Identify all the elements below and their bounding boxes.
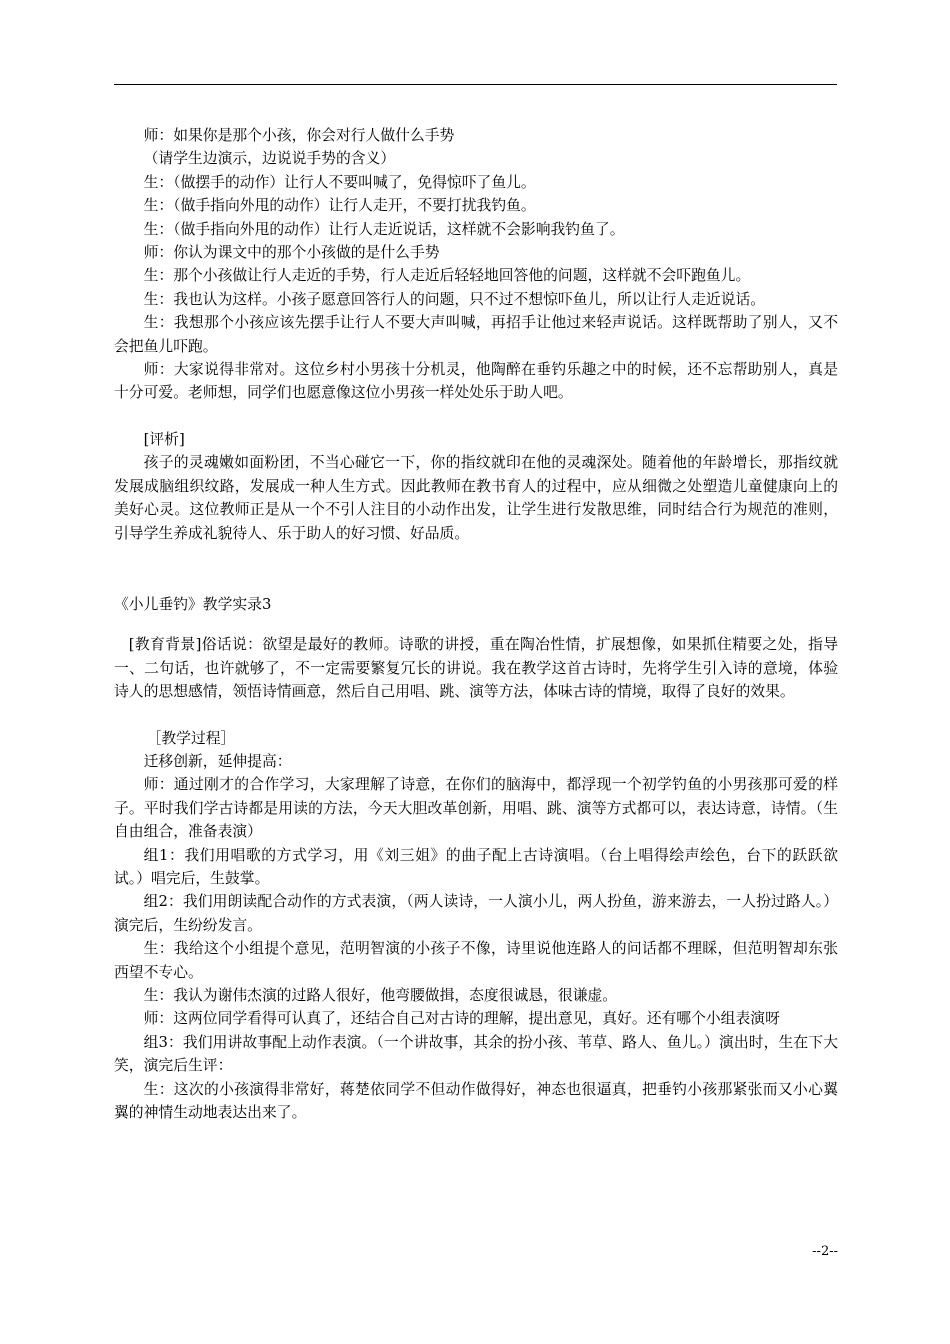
dialogue-line: 生：（做手指向外甩的动作）让行人走开，不要打扰我钓鱼。 — [143, 197, 536, 215]
process-paragraph: 生：我认为谢伟杰演的过路人很好，他弯腰做揖，态度很诚恳，很谦虚。 — [143, 987, 618, 1004]
section-title: 《小儿垂钓》教学实录3 — [114, 595, 272, 613]
page-number: --2-- — [812, 1244, 838, 1259]
dialogue-line: 生：我也认为这样。小孩子愿意回答行人的问题，只不过不想惊吓鱼儿，所以让行人走近说话。 — [143, 290, 766, 308]
review-text: 孩子的灵魂嫩如面粉团，不当心碰它一下，你的指纹就印在他的灵魂深处。随着他的年龄增长，那指纹就发展成脑组织纹路，发展成一种人生方式。因此教师在教书育人的过程中，应从细微之处塑造儿童健康向上的美好心灵。这位教师正是从一个不引人注目的小动作出发，让学生进行发散思维，同时结合行为规范的准则，引导学生养成礼貌待人、乐于助人的好习惯、好品质。 — [114, 454, 838, 542]
process-paragraph: 师：通过刚才的合作学习，大家理解了诗意，在你们的脑海中，都浮现一个初学钓鱼的小男孩那可爱的样子。平时我们学古诗都是用读的方法，今天大胆改革创新，用唱、跳、演等方式都可以，表达诗意，诗情。（生自由组合，准备表演） — [114, 776, 838, 841]
background-paragraph: [教育背景]俗话说：欲望是最好的教师。诗歌的讲授，重在陶冶性情，扩展想像，如果抓住精要之处，指导一、二句话，也许就够了，不一定需要繁复冗长的讲说。我在教学这首古诗时，先将学生引入诗的意境，体验诗人的思想感情，领悟诗情画意，然后自己用唱、跳、演等方法，体味古诗的情境，取得了良好的效果。 — [114, 636, 838, 701]
process-paragraph: 迁移创新，延伸提高： — [143, 752, 292, 770]
dialogue-line: 师：大家说得非常对。这位乡村小男孩十分机灵，他陶醉在垂钓乐趣之中的时候，还不忘帮助别人，真是十分可爱。老师想，同学们也愿意像这位小男孩一样处处乐于助人吧。 — [114, 361, 838, 402]
process-paragraph: 组3：我们用讲故事配上动作表演。（一个讲故事，其余的扮小孩、苇草、路人、鱼儿。）演出时，生在下大笑，演完后生评： — [114, 1033, 838, 1075]
process-paragraph: 生：我给这个小组提个意见，范明智演的小孩子不像，诗里说他连路人的问话都不理睬，但范明智却东张西望不专心。 — [114, 940, 838, 981]
dialogue-line: （请学生边演示，边说说手势的含义） — [143, 150, 396, 168]
dialogue-line: 师：你认为课文中的那个小孩做的是什么手势 — [143, 244, 440, 262]
page-body — [114, 124, 838, 1124]
process-paragraph: 生：这次的小孩演得非常好，蒋楚依同学不但动作做得好，神态也很逼真，把垂钓小孩那紧张而又小心翼翼的神情生动地表达出来了。 — [114, 1080, 838, 1122]
review-heading: [评析] — [143, 430, 185, 448]
process-paragraph: 师：这两位同学看得可认真了，还结合自己对古诗的理解，提出意见，真好。还有哪个小组表演呀 — [143, 1010, 780, 1028]
dialogue-line: 生：（做手指向外甩的动作）让行人走近说话，这样就不会影响我钓鱼了。 — [143, 220, 625, 238]
dialogue-line: 师：如果你是那个小孩，你会对行人做什么手势 — [143, 127, 455, 144]
process-paragraph: 组2：我们用朗读配合动作的方式表演，（两人读诗，一人演小儿，两人扮鱼，游来游去，一人扮过路人。）演完后，生纷纷发言。 — [114, 893, 838, 934]
header-rule — [114, 84, 837, 85]
process-heading: ［教学过程］ — [146, 729, 236, 747]
process-paragraph: 组1：我们用唱歌的方式学习，用《刘三姐》的曲子配上古诗演唱。（台上唱得绘声绘色，台下的跃跃欲试。）唱完后，生鼓掌。 — [114, 846, 838, 887]
dialogue-line: 生：我想那个小孩应该先摆手让行人不要大声叫喊，再招手让他过来轻声说话。这样既帮助了别人，又不会把鱼儿吓跑。 — [114, 314, 838, 355]
dialogue-line: 生：那个小孩做让行人走近的手势，行人走近后轻轻地回答他的问题，这样就不会吓跑鱼儿。 — [143, 267, 751, 285]
dialogue-line: 生：（做摆手的动作）让行人不要叫喊了，免得惊吓了鱼儿。 — [143, 173, 536, 191]
